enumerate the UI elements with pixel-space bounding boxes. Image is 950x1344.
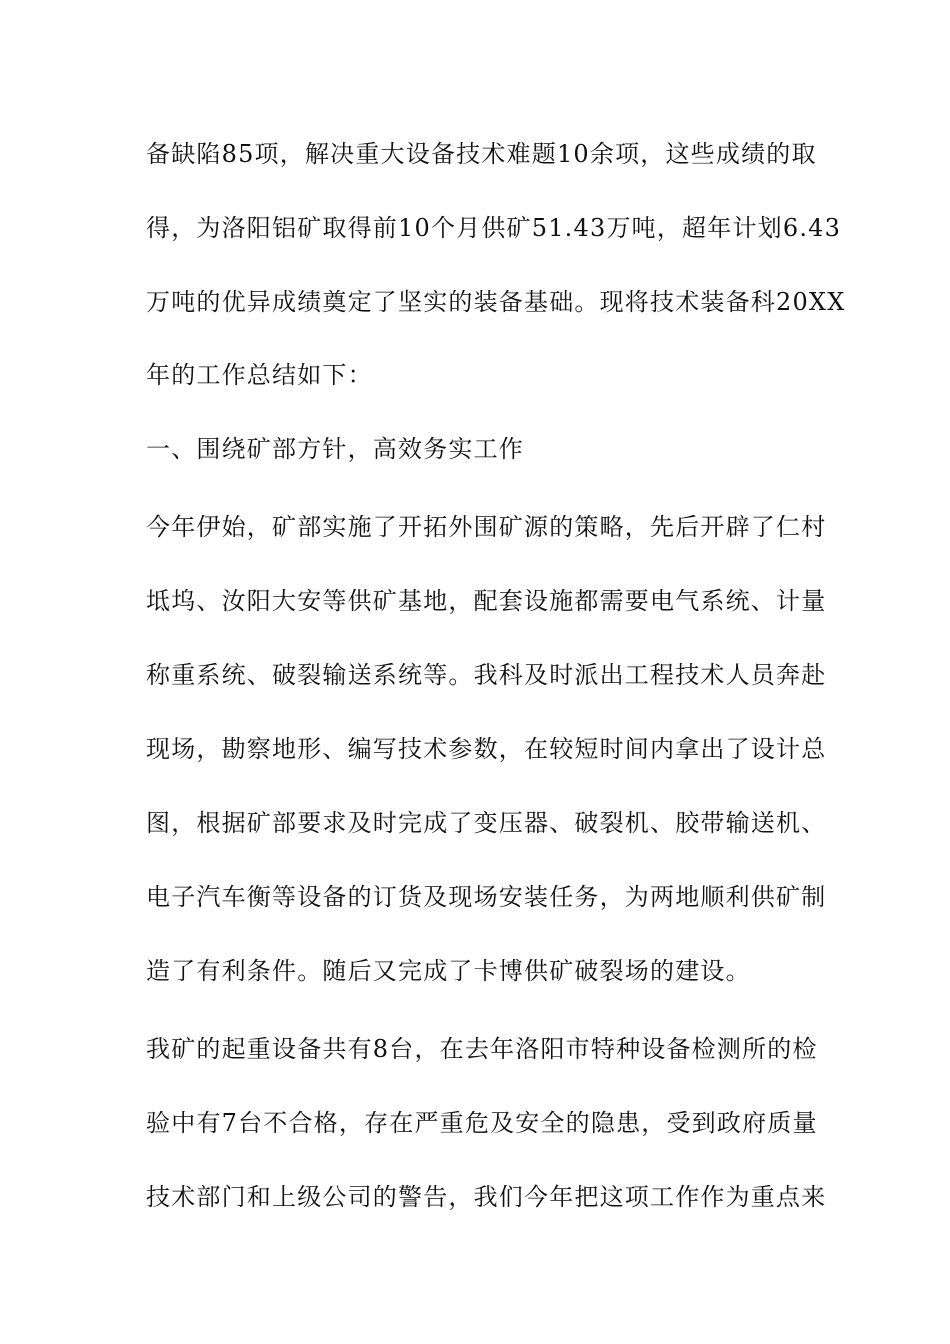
body-text-line: 图，根据矿部要求及时完成了变压器、破裂机、胶带输送机、 [146, 809, 827, 837]
body-text-line: 年的工作总结如下： [146, 361, 373, 389]
body-text-line: 验中有7台不合格，存在严重危及安全的隐患，受到政府质量 [146, 1109, 818, 1137]
body-text-line: 万吨的优异成绩奠定了坚实的装备基础。现将技术装备科20XX [146, 288, 846, 316]
body-text-line: 电子汽车衡等设备的订货及现场安装任务，为两地顺利供矿制 [146, 883, 827, 911]
body-text-line: 造了有利条件。随后又完成了卡博供矿破裂场的建设。 [146, 957, 751, 985]
body-text-line: 得，为洛阳铝矿取得前10个月供矿51.43万吨，超年计划6.43 [146, 214, 842, 242]
body-text-line: 坻坞、汝阳大安等供矿基地，配套设施都需要电气系统、计量 [146, 587, 827, 615]
body-text-line: 现场，勘察地形、编写技术参数，在较短时间内拿出了设计总 [146, 735, 827, 763]
body-text-line: 称重系统、破裂输送系统等。我科及时派出工程技术人员奔赴 [146, 661, 827, 689]
body-text-line: 技术部门和上级公司的警告，我们今年把这项工作作为重点来 [146, 1183, 827, 1211]
body-text-line: 备缺陷85项，解决重大设备技术难题10余项，这些成绩的取 [146, 140, 817, 168]
section-heading: 一、围绕矿部方针，高效务实工作 [146, 435, 524, 463]
body-text-line: 今年伊始，矿部实施了开拓外围矿源的策略，先后开辟了仁村 [146, 513, 827, 541]
body-text-line: 我矿的起重设备共有8台，在去年洛阳市特种设备检测所的检 [146, 1035, 818, 1063]
